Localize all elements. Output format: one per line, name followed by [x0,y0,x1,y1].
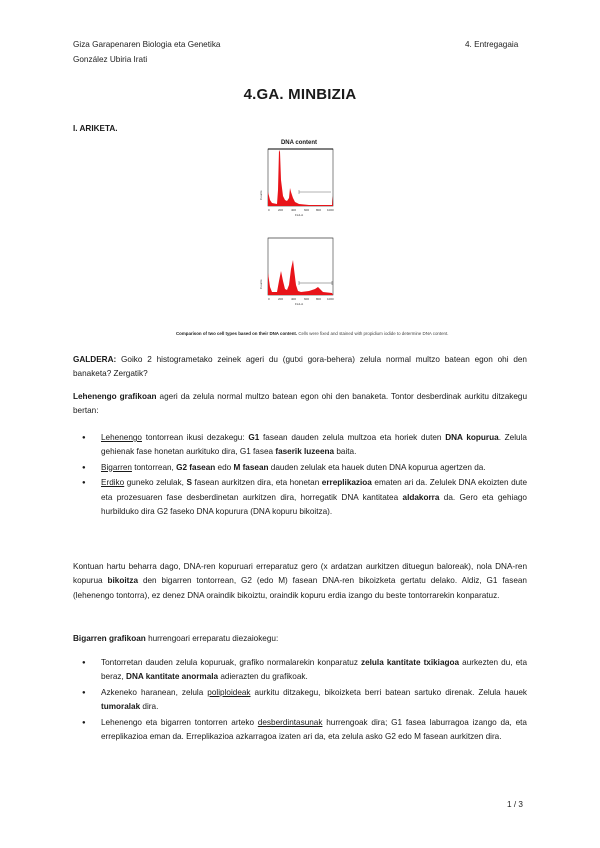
text: edo [215,462,234,472]
bold-term: faserik luzeena [275,447,335,457]
bold-term: erreplikazioa [321,478,372,488]
answer1-bold: Lehenengo grafikoan [73,392,157,401]
histogram-title: DNA content [280,140,318,146]
text: Lehenengo eta bigarren tontorren arteko [101,717,258,727]
svg-text:200: 200 [278,208,284,212]
underlined-term: Bigarren [101,462,132,472]
bold-term: DNA kantitate anormala [126,672,219,682]
bold-term: S [186,478,192,488]
figure-caption [176,331,476,337]
text: Tontorretan dauden zelula kopuruak, grafiko normalarekin konparatuz [101,658,361,667]
text: aurkezten du, eta beraz, [101,658,527,682]
page-number: 1 / 3 [507,800,523,809]
text: fasean aurkitzen dira, eta honetan [191,478,322,488]
svg-text:0: 0 [268,297,270,301]
bold-term: zelula kantitate txikiagoa [361,658,460,667]
bullets-second-graph [73,656,527,745]
svg-text:FL2-A: FL2-A [295,213,304,217]
text: den bigarren tontorrean, G2 (edo M) fasean DNA-ren bikoizketa gertatu delako. Aldiz, G1 fasean (lehenengo tontorra), ez denez DNA oraindik bikoiztu, oraindik kopuru erdia izango du beste tontorrarekin konparatuz. [73,576,527,600]
answer2-bold: Bigarren grafikoan [73,634,146,643]
svg-text:FL2-A: FL2-A [295,302,304,306]
bold-term: bikoitza [107,576,139,586]
text: guneko zelulak, [124,478,187,488]
text: adierazten du grafikoak. [218,672,308,682]
paragraph-2 [73,560,527,603]
bold-term: aldakorra [402,492,440,502]
svg-text:800: 800 [316,297,322,301]
underlined-term: Lehenengo [101,433,142,442]
bold-term: G1 [248,433,260,442]
caption-bold: Comparison of two cell types based on their DNA content. [176,331,298,336]
bullets-first-graph [73,431,527,520]
text: da. Gero eta gehiago hurbilduko dira G2 faseko DNA kopurura (DNA kopuru bikoitza). [101,492,527,517]
answer1-paragraph [73,390,527,419]
list-item [73,431,527,460]
answer2-text: hurrengoari erreparatu diezaiokegu: [145,634,279,643]
text: tontorrean ikusi dezakegu: [141,433,249,442]
text: Kontuan hartu beharra dago, DNA-ren kopuruari erreparatuz gero (x ardatzan aurkitzen dituegun baloreak), nola DNA-ren kopurua [73,562,527,586]
header-author: González Ubiria Irati [73,55,148,64]
text: fasean dauden zelula multzoa eta horiek duten [259,433,446,442]
page-title: 4.GA. MINBIZIA [243,86,357,103]
bold-term: tumoralak [101,702,141,712]
answer2-paragraph [73,632,527,646]
underlined-term: Erdiko [101,478,125,488]
histogram-normal [259,140,339,225]
svg-text:1000: 1000 [327,297,334,301]
svg-text:800: 800 [316,208,322,212]
caption-rest: Cells were fixed and stained with propidium iodide to determine DNA content. [297,331,449,336]
text: ematen ari da. Zelulek DNA ekoizten dute eta prozesuaren fase desberdinetan aurkitzen dira, horregatik DNA kantitatea [101,478,528,502]
underlined-term: poliploideak [207,687,251,697]
text: aurkitu ditzakegu, bikoizketa berri batean sartuko direnak. Zelula hauek [250,687,527,697]
dna-content-figure [255,140,345,314]
text: dauden zelulak eta hauek duten DNA kopurua agertzen da. [268,462,486,472]
svg-text:400: 400 [291,297,297,301]
list-item [73,476,527,519]
bold-term: M fasean [233,462,269,472]
svg-text:600: 600 [304,297,310,301]
question-paragraph [73,353,527,382]
list-item [73,656,527,685]
answer1-text: ageri da zelula normal multzo batean egon ohi den banaketa. Tontor desberdinak aurkitu ditzakegu bertan: [73,392,528,416]
question-text: Goiko 2 histogrametako zeinek ageri du (gutxi gora-behera) zelula normal multzo batean egon ohi den banaketa? Zergatik? [73,355,527,379]
question-label: GALDERA: [73,355,117,364]
histogram-tumor-plot [259,229,339,314]
text: hurrengoak dira; G1 fasea laburragoa izango da, eta erreplikazioa eman da. Erreplikazioa azkarragoa izaten ari da, eta zelula asko G2 edo M fasean aurkitzen dira. [101,717,527,742]
underlined-term: desberdintasunak [257,717,323,727]
svg-text:Counts: Counts [259,279,263,289]
text: dira. [140,702,159,712]
svg-text:1000: 1000 [327,208,334,212]
list-item [73,716,527,745]
text: Azkeneko haranean, zelula [101,687,208,697]
histogram-tumor [259,229,339,314]
svg-text:600: 600 [304,208,310,212]
histogram-normal-plot [259,140,339,225]
text: tontorrean, [131,462,177,472]
svg-text:400: 400 [291,208,297,212]
text: . Zelula gehienak fase honetan aurkituko dira, G1 fasea [101,433,527,457]
svg-text:0: 0 [268,208,270,212]
header-course: Giza Garapenaren Biologia eta Genetika [73,40,221,49]
list-item [73,461,527,475]
text: baita. [334,447,357,457]
list-item [73,686,527,715]
bold-term: G2 fasean [176,462,216,472]
bold-term: DNA kopurua [445,433,499,442]
svg-text:200: 200 [278,297,284,301]
section-heading: I. ARIKETA. [73,124,118,133]
svg-text:Counts: Counts [259,190,263,200]
header-assignment: 4. Entregagaia [465,40,519,49]
